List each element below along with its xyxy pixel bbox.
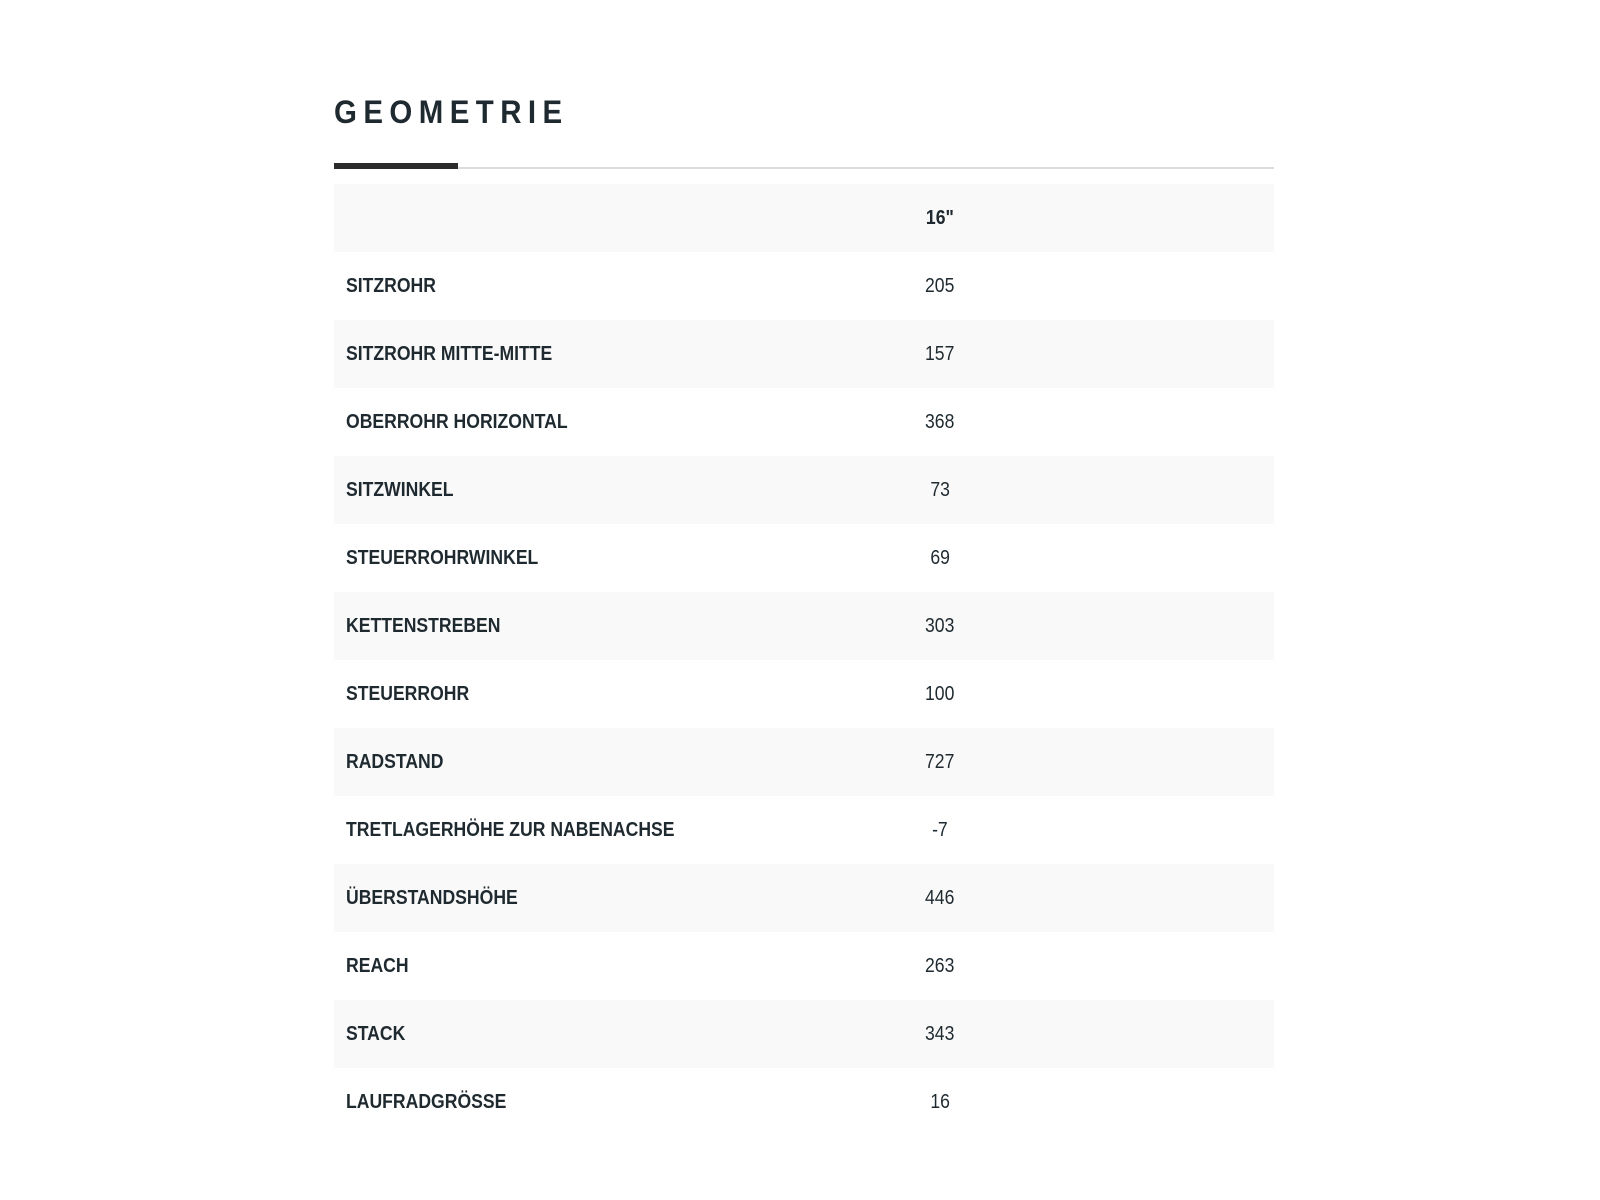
row-label: SITZWINKEL bbox=[346, 478, 454, 501]
row-label-cell bbox=[334, 728, 876, 796]
row-label-cell bbox=[334, 592, 876, 660]
row-label: STEUERROHRWINKEL bbox=[346, 546, 539, 569]
row-value: 343 bbox=[925, 1022, 955, 1045]
row-value-cell bbox=[876, 932, 1004, 1000]
row-value-cell bbox=[876, 660, 1004, 728]
table-row bbox=[334, 1068, 1274, 1136]
table-row bbox=[334, 524, 1274, 592]
table-row bbox=[334, 320, 1274, 388]
table-header-row bbox=[334, 184, 1274, 252]
row-spacer-cell bbox=[1004, 864, 1274, 932]
row-value-cell bbox=[876, 592, 1004, 660]
row-value-cell bbox=[876, 252, 1004, 320]
row-value: 303 bbox=[925, 614, 955, 637]
row-value: 69 bbox=[930, 546, 950, 569]
row-value-cell bbox=[876, 1068, 1004, 1136]
row-label-cell bbox=[334, 660, 876, 728]
row-spacer-cell bbox=[1004, 252, 1274, 320]
row-spacer-cell bbox=[1004, 592, 1274, 660]
section-title: GEOMETRIE bbox=[334, 94, 569, 130]
row-value: 727 bbox=[925, 750, 955, 773]
table-row bbox=[334, 1000, 1274, 1068]
row-value: 446 bbox=[925, 886, 955, 909]
row-value: 157 bbox=[925, 342, 955, 365]
row-label: REACH bbox=[346, 954, 409, 977]
row-value-cell bbox=[876, 796, 1004, 864]
row-label: LAUFRADGRÖSSE bbox=[346, 1090, 507, 1113]
row-spacer-cell bbox=[1004, 524, 1274, 592]
table-row bbox=[334, 728, 1274, 796]
row-spacer-cell bbox=[1004, 932, 1274, 1000]
row-spacer-cell bbox=[1004, 728, 1274, 796]
table-row bbox=[334, 252, 1274, 320]
row-value: 16 bbox=[930, 1090, 950, 1113]
geometry-table-body bbox=[334, 252, 1274, 1136]
table-row bbox=[334, 592, 1274, 660]
row-spacer-cell bbox=[1004, 388, 1274, 456]
row-value: -7 bbox=[932, 818, 948, 841]
table-row bbox=[334, 796, 1274, 864]
row-value: 73 bbox=[930, 478, 950, 501]
row-spacer-cell bbox=[1004, 456, 1274, 524]
table-row bbox=[334, 932, 1274, 1000]
title-divider-accent bbox=[334, 163, 458, 169]
header-size-label: 16" bbox=[926, 206, 954, 229]
row-value: 100 bbox=[925, 682, 955, 705]
table-row bbox=[334, 864, 1274, 932]
row-value-cell bbox=[876, 388, 1004, 456]
geometry-table bbox=[334, 184, 1274, 1136]
table-row bbox=[334, 456, 1274, 524]
row-spacer-cell bbox=[1004, 660, 1274, 728]
row-label-cell bbox=[334, 524, 876, 592]
header-label-cell bbox=[334, 184, 876, 252]
row-label-cell bbox=[334, 796, 876, 864]
row-label: TRETLAGERHÖHE ZUR NABENACHSE bbox=[346, 818, 675, 841]
row-label-cell bbox=[334, 1068, 876, 1136]
row-label: ÜBERSTANDSHÖHE bbox=[346, 886, 518, 909]
title-divider bbox=[334, 167, 1274, 169]
header-spacer-cell bbox=[1004, 184, 1274, 252]
row-label: STACK bbox=[346, 1022, 406, 1045]
row-label: OBERROHR HORIZONTAL bbox=[346, 410, 568, 433]
row-value-cell bbox=[876, 864, 1004, 932]
row-value-cell bbox=[876, 320, 1004, 388]
row-label-cell bbox=[334, 252, 876, 320]
row-label: SITZROHR MITTE-MITTE bbox=[346, 342, 553, 365]
row-label-cell bbox=[334, 456, 876, 524]
table-row bbox=[334, 388, 1274, 456]
row-label: RADSTAND bbox=[346, 750, 444, 773]
row-value: 205 bbox=[925, 274, 955, 297]
row-value-cell bbox=[876, 728, 1004, 796]
row-label-cell bbox=[334, 388, 876, 456]
row-label: KETTENSTREBEN bbox=[346, 614, 501, 637]
row-value: 368 bbox=[925, 410, 955, 433]
row-spacer-cell bbox=[1004, 1068, 1274, 1136]
header-size-cell bbox=[876, 184, 1004, 252]
row-label: SITZROHR bbox=[346, 274, 436, 297]
row-value-cell bbox=[876, 456, 1004, 524]
row-label: STEUERROHR bbox=[346, 682, 470, 705]
row-label-cell bbox=[334, 864, 876, 932]
row-spacer-cell bbox=[1004, 796, 1274, 864]
table-row bbox=[334, 660, 1274, 728]
row-value-cell bbox=[876, 524, 1004, 592]
row-value-cell bbox=[876, 1000, 1004, 1068]
row-spacer-cell bbox=[1004, 320, 1274, 388]
row-value: 263 bbox=[925, 954, 955, 977]
row-label-cell bbox=[334, 932, 876, 1000]
row-label-cell bbox=[334, 1000, 876, 1068]
row-label-cell bbox=[334, 320, 876, 388]
row-spacer-cell bbox=[1004, 1000, 1274, 1068]
